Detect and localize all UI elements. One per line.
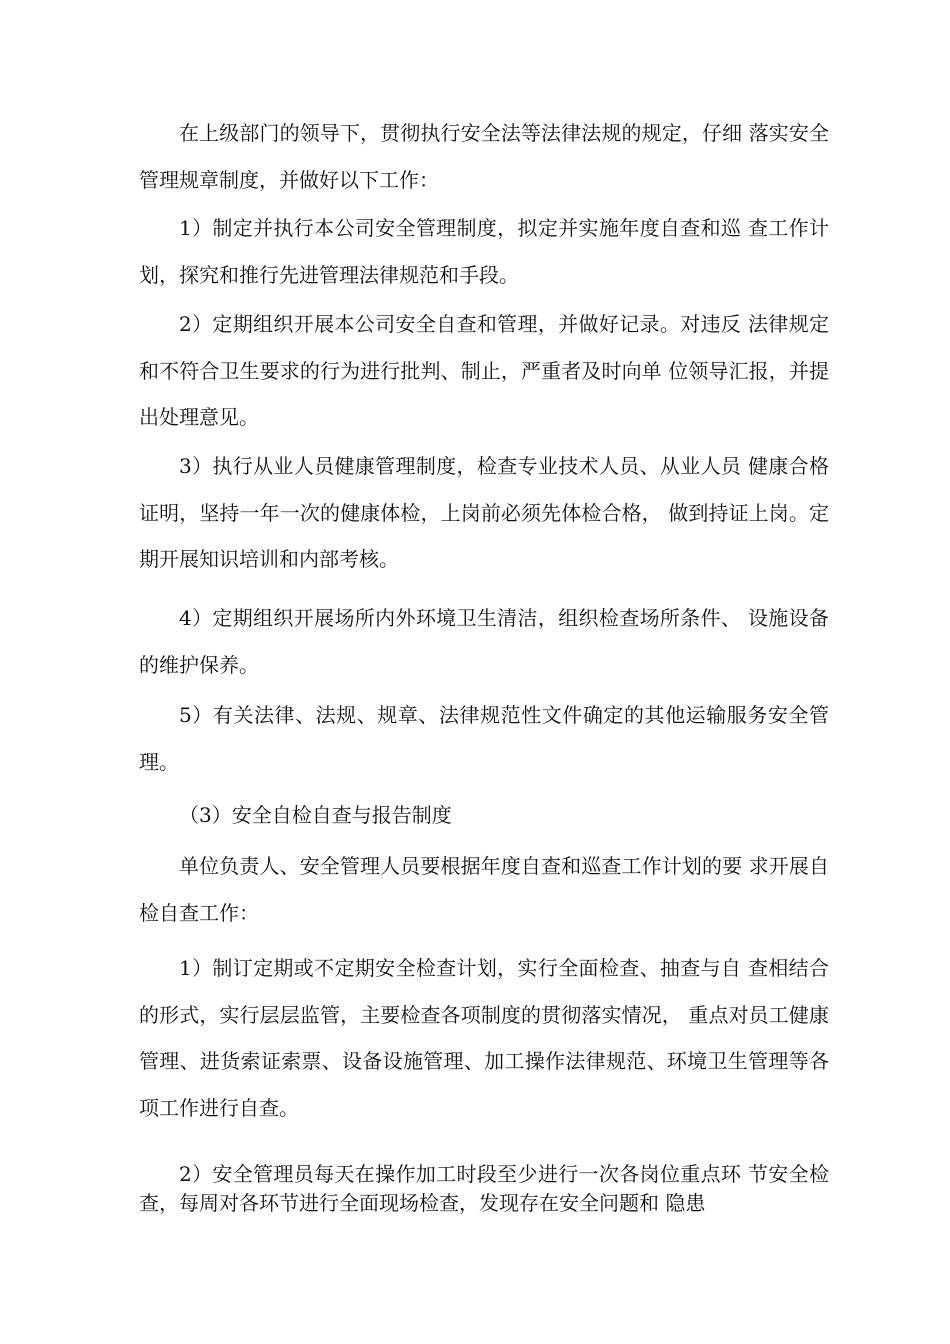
paragraph-item-2: 2）定期组织开展本公司安全自查和管理，并做好记录。对违反 法律规定和不符合卫生要求的行为进行批判、制止，严重者及时向单 位领导汇报，并提出处理意见。 xyxy=(139,312,829,429)
paragraph-item-1: 1）制定并执行本公司安全管理制度，拟定并实施年度自查和巡 查工作计划，探究和推行先进管理法律规范和手段。 xyxy=(139,216,829,287)
paragraph-item-3: 3）执行从业人员健康管理制度，检查专业技术人员、从业人员 健康合格证明，坚持一年一次的健康体检，上岗前必须先体检合格， 做到持证上岗。定期开展知识培训和内部考核。 xyxy=(139,454,829,571)
paragraph-check-1: 1）制订定期或不定期安全检查计划，实行全面检查、抽查与自 查相结合的形式，实行层层监管，主要检查各项制度的贯彻落实情况， 重点对员工健康管理、进货索证索票、设备设施管理、加工操作法律规范、环境卫生管理等各项工作进行自查。 xyxy=(139,956,829,1120)
paragraph-intro: 在上级部门的领导下，贯彻执行安全法等法律法规的规定，仔细 落实安全管理规章制度，并做好以下工作： xyxy=(139,121,829,192)
paragraph-check-2: 2）安全管理员每天在操作加工时段至少进行一次各岗位重点环 节安全检查，每周对各环节进行全面现场检查，发现存在安全问题和 隐患 xyxy=(139,1162,829,1215)
paragraph-section-intro: 单位负责人、安全管理人员要根据年度自查和巡查工作计划的要 求开展自检自查工作： xyxy=(139,854,829,925)
paragraph-item-4: 4）定期组织开展场所内外环境卫生清洁，组织检查场所条件、 设施设备的维护保养。 xyxy=(139,606,829,677)
section-heading: （3）安全自检自查与报告制度 xyxy=(179,803,452,827)
paragraph-item-5: 5）有关法律、法规、规章、法律规范性文件确定的其他运输服务安全管理。 xyxy=(139,703,829,774)
